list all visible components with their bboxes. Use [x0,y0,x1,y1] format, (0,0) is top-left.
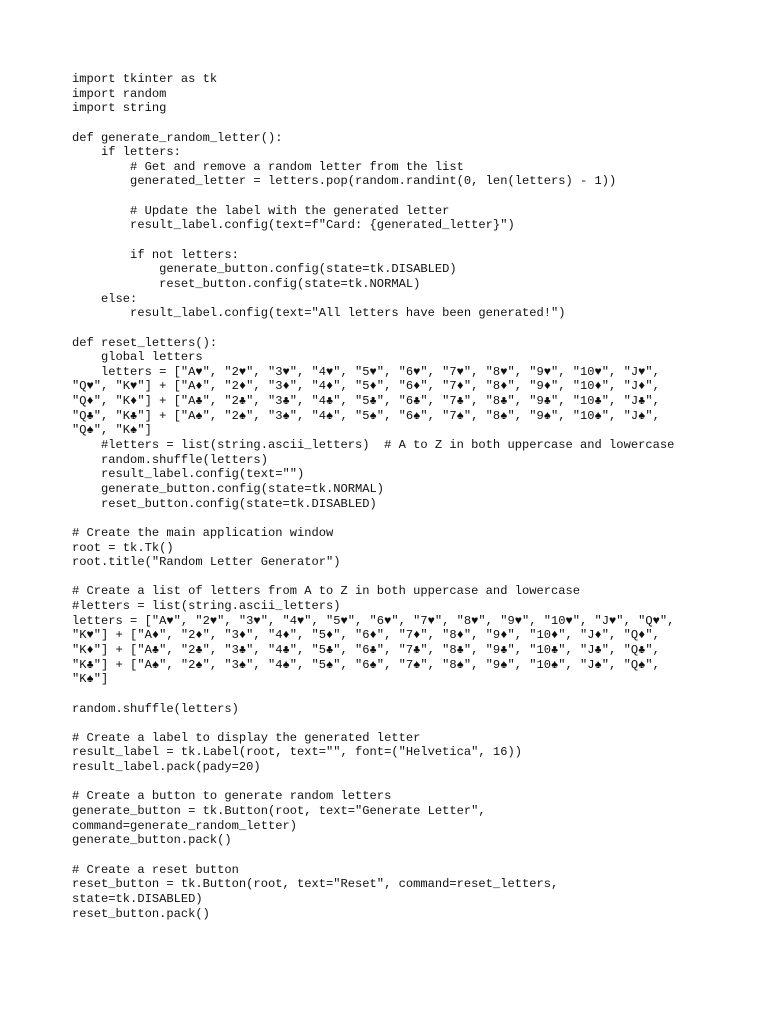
code-line [72,116,732,131]
code-line: root = tk.Tk() [72,540,174,555]
code-line: letters = ["A♥", "2♥", "3♥", "4♥", "5♥", "6♥", "7♥", "8♥", "9♥", "10♥", "J♥", "Q♥", [72,613,675,628]
code-line: letters = ["A♥", "2♥", "3♥", "4♥", "5♥", "6♥", "7♥", "8♥", "9♥", "10♥", "J♥", [72,364,660,379]
code-line: #letters = list(string.ascii_letters) [72,599,341,614]
code-line: reset_button.config(state=tk.DISABLED) [72,496,377,511]
code-listing [72,72,732,921]
code-line: # Create a list of letters from A to Z in both uppercase and lowercase [72,584,581,599]
code-line: import string [72,101,167,116]
code-line: def reset_letters(): [72,335,218,350]
code-line: "Q♥", "K♥"] + ["A♦", "2♦", "3♦", "4♦", "5♦", "6♦", "7♦", "8♦", "9♦", "10♦", "J♦", [72,379,660,394]
code-line: if letters: [72,145,181,160]
code-line: generated_letter = letters.pop(random.randint(0, len(letters) - 1)) [72,174,617,189]
code-line: "Q♣", "K♣"] + ["A♠", "2♠", "3♠", "4♠", "5♠", "6♠", "7♠", "8♠", "9♠", "10♠", "J♠", [72,408,660,423]
code-line: # Get and remove a random letter from the list [72,159,464,174]
code-line: "K♥"] + ["A♦", "2♦", "3♦", "4♦", "5♦", "6♦", "7♦", "8♦", "9♦", "10♦", "J♦", "Q♦", [72,628,660,643]
code-line: reset_button.pack() [72,906,210,921]
code-line [72,570,732,585]
code-line: result_label.config(text="") [72,467,305,482]
code-line: reset_button.config(state=tk.NORMAL) [72,276,421,291]
code-line: # Create a button to generate random letters [72,789,392,804]
code-line [72,189,732,204]
code-line [72,716,732,731]
code-line: generate_button.config(state=tk.DISABLED) [72,262,457,277]
code-line [72,775,732,790]
code-line: import tkinter as tk [72,72,218,86]
code-line: def generate_random_letter(): [72,130,283,145]
code-line: #letters = list(string.ascii_letters) # A to Z in both uppercase and lowercase [72,438,675,453]
code-line: generate_button.config(state=tk.NORMAL) [72,481,385,496]
code-line: generate_button = tk.Button(root, text="Generate Letter", [72,804,486,819]
code-line [72,511,732,526]
code-line [72,687,732,702]
code-line: generate_button.pack() [72,833,232,848]
code-line: "K♦"] + ["A♣", "2♣", "3♣", "4♣", "5♣", "6♣", "7♣", "8♣", "9♣", "10♣", "J♣", "Q♣", [72,642,660,657]
code-line: state=tk.DISABLED) [72,891,203,906]
code-line: result_label = tk.Label(root, text="", font=("Helvetica", 16)) [72,745,522,760]
code-line: # Update the label with the generated letter [72,203,450,218]
code-line: if not letters: [72,247,239,262]
code-line: import random [72,86,167,101]
code-line: "Q♠", "K♠"] [72,423,152,438]
code-line: else: [72,291,138,306]
code-line [72,848,732,863]
code-line [72,233,732,248]
code-line: "K♣"] + ["A♠", "2♠", "3♠", "4♠", "5♠", "6♠", "7♠", "8♠", "9♠", "10♠", "J♠", "Q♠", [72,657,660,672]
code-line: # Create a reset button [72,862,239,877]
code-line: "Q♦", "K♦"] + ["A♣", "2♣", "3♣", "4♣", "5♣", "6♣", "7♣", "8♣", "9♣", "10♣", "J♣", [72,394,660,409]
code-line: command=generate_random_letter) [72,818,297,833]
code-line: result_label.pack(pady=20) [72,760,261,775]
code-line: result_label.config(text=f"Card: {generated_letter}") [72,218,515,233]
code-line: global letters [72,350,203,365]
code-line [72,321,732,336]
code-line: "K♠"] [72,672,109,687]
code-line: # Create a label to display the generated letter [72,730,421,745]
code-line: # Create the main application window [72,525,334,540]
code-line: random.shuffle(letters) [72,452,268,467]
code-line: random.shuffle(letters) [72,701,239,716]
code-line: reset_button = tk.Button(root, text="Reset", command=reset_letters, [72,877,559,892]
code-line: root.title("Random Letter Generator") [72,555,341,570]
code-line: result_label.config(text="All letters have been generated!") [72,306,566,321]
